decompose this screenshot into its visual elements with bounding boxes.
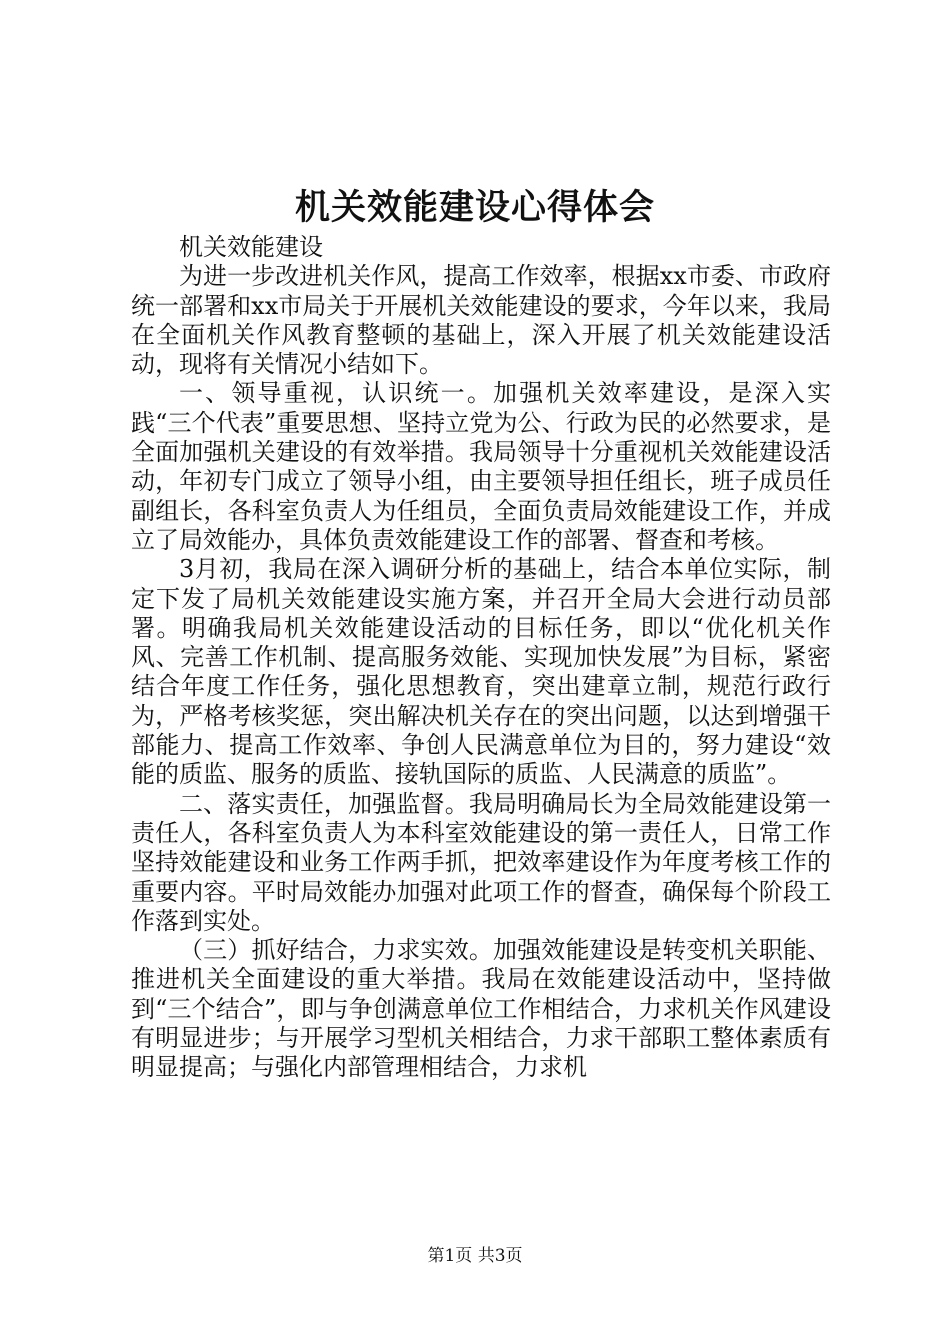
- paragraph-section-1: 一、领导重视，认识统一。加强机关效率建设，是深入实践“三个代表”重要思想、坚持立党为公、行政为民的必然要求，是全面加强机关建设的有效举措。我局领导十分重视机关效能建设活动，年初专门成立了领导小组，由主要领导担任组长，班子成员任副组长，各科室负责人为任组员，全面负责局效能建设工作，并成立了局效能办，具体负责效能建设工作的部署、督查和考核。: [131, 379, 831, 554]
- paragraph-section-3: （三）抓好结合，力求实效。加强效能建设是转变机关职能、推进机关全面建设的重大举措。我局在效能建设活动中，坚持做到“三个结合”，即与争创满意单位工作相结合，力求机关作风建设有明显进步；与开展学习型机关相结合，力求干部职工整体素质有明显提高；与强化内部管理相结合，力求机: [131, 936, 831, 1082]
- paragraph-subtitle: 机关效能建设: [179, 233, 323, 261]
- document-title: 机关效能建设心得体会: [294, 188, 655, 228]
- paragraph-section-2: 二、落实责任，加强监督。我局明确局长为全局效能建设第一责任人，各科室负责人为本科室效能建设的第一责任人，日常工作坚持效能建设和业务工作两手抓，把效率建设作为年度考核工作的重要内容。平时局效能办加强对此项工作的督查，确保每个阶段工作落到实处。: [131, 789, 831, 935]
- page-footer: 第1页 共3页: [427, 1246, 523, 1266]
- paragraph-march-plan: 3月初，我局在深入调研分析的基础上，结合本单位实际，制定下发了局机关效能建设实施方案，并召开全局大会进行动员部署。明确我局机关效能建设活动的目标任务，即以“优化机关作风、完善工作机制、提高服务效能、实现加快发展”为目标，紧密结合年度工作任务，强化思想教育，突出建章立制，规范行政行为，严格考核奖惩，突出解决机关存在的突出问题，以达到增强干部能力、提高工作效率、争创人民满意单位为目的，努力建设“效能的质监、服务的质监、接轨国际的质监、人民满意的质监”。: [131, 555, 831, 789]
- document-body: [131, 233, 831, 1083]
- paragraph-intro: 为进一步改进机关作风，提高工作效率，根据xx市委、市政府统一部署和xx市局关于开展机关效能建设的要求，今年以来，我局在全面机关作风教育整顿的基础上，深入开展了机关效能建设活动，现将有关情况小结如下。: [131, 262, 831, 379]
